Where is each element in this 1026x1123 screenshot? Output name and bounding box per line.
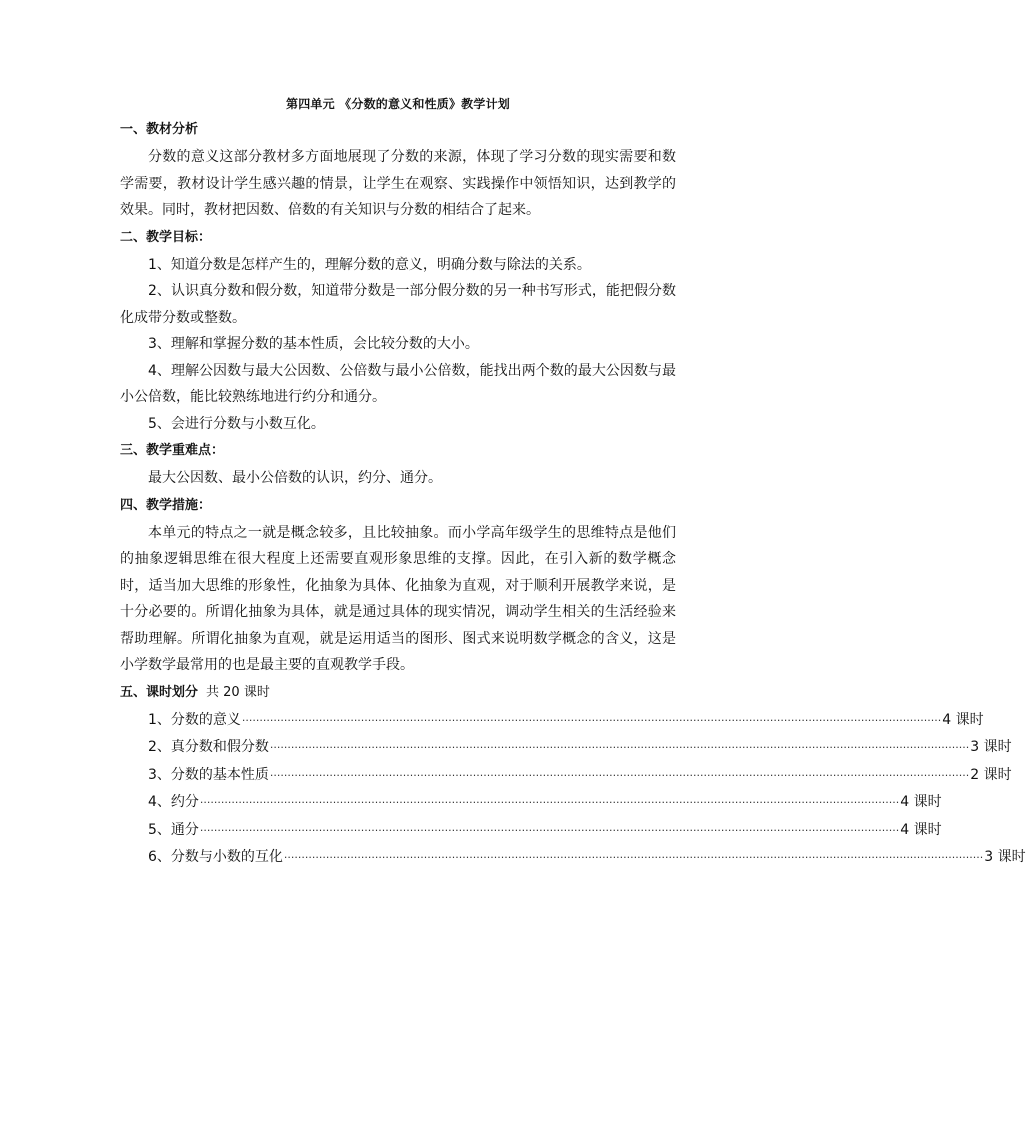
goal-item: 2、认识真分数和假分数，知道带分数是一部分假分数的另一种书写形式，能把假分数化成带分数或整数。 <box>120 283 676 326</box>
section-4-paragraph: 本单元的特点之一就是概念较多，且比较抽象。而小学高年级学生的思维特点是他们的抽象逻辑思维在很大程度上还需要直观形象思维的支撑。因此，在引入新的数学概念时，适当加大思维的形象性，化抽象为具体、化抽象为直观，对于顺利开展教学来说，是十分必要的。所谓化抽象为具体，就是通过具体的现实情况，调动学生相关的生活经验来帮助理解。所谓化抽象为直观，就是运用适当的图形、图式来说明数学概念的含义，这是小学数学最常用的也是最主要的直观教学手段。 <box>120 524 676 673</box>
schedule-list <box>120 707 1026 872</box>
total-hours: 共 20 课时 <box>206 684 270 700</box>
schedule-label: 2、真分数和假分数 <box>148 739 269 755</box>
schedule-row <box>120 734 1012 762</box>
document-title: 第四单元 《分数的意义和性质》教学计划 <box>286 97 510 111</box>
section-heading-4: 四、教学措施： <box>120 497 212 513</box>
leader-dots: ········································································································································································································ <box>241 713 942 727</box>
schedule-row <box>120 707 984 735</box>
schedule-row <box>120 789 942 817</box>
leader-dots: ········································································································································································································ <box>269 768 970 782</box>
schedule-label: 6、分数与小数的互化 <box>148 849 283 865</box>
schedule-label: 1、分数的意义 <box>148 711 241 728</box>
schedule-hours: 3 课时 <box>970 739 1012 755</box>
schedule-hours: 3 课时 <box>984 849 1026 865</box>
section-5-title: 五、课时划分 <box>120 684 199 700</box>
section-heading-3: 三、教学重难点： <box>120 443 225 458</box>
leader-dots: ········································································································································································································ <box>269 741 970 754</box>
schedule-label: 5、通分 <box>148 821 199 838</box>
section-1-paragraph: 分数的意义这部分教材多方面地展现了分数的来源，体现了学习分数的现实需要和数学需要，教材设计学生感兴趣的情景，让学生在观察、实践操作中领悟知识，达到教学的效果。同时，教材把因数、倍数的有关知识与分数的相结合了起来。 <box>120 149 676 218</box>
goal-item: 3、理解和掌握分数的基本性质，会比较分数的大小。 <box>148 336 479 352</box>
schedule-label: 3、分数的基本性质 <box>148 766 269 783</box>
leader-dots: ········································································································································································································ <box>199 823 900 837</box>
goal-item: 5、会进行分数与小数互化。 <box>148 415 325 432</box>
goal-item: 4、理解公因数与最大公因数、公倍数与最小公倍数，能找出两个数的最大公因数与最小公倍数，能比较熟练地进行约分和通分。 <box>120 362 676 405</box>
section-heading-5 <box>120 684 676 701</box>
schedule-hours: 4 课时 <box>942 711 984 728</box>
schedule-row <box>120 762 1012 790</box>
schedule-hours: 2 课时 <box>970 766 1012 783</box>
goal-item: 1、知道分数是怎样产生的，理解分数的意义，明确分数与除法的关系。 <box>148 256 591 273</box>
section-heading-2: 二、教学目标： <box>120 229 212 245</box>
schedule-row <box>120 844 1026 872</box>
schedule-hours: 4 课时 <box>900 821 942 838</box>
document-page <box>120 96 1026 872</box>
leader-dots: ········································································································································································································ <box>199 796 900 809</box>
schedule-label: 4、约分 <box>148 794 199 810</box>
schedule-hours: 4 课时 <box>900 794 942 810</box>
section-heading-1: 一、教材分析 <box>120 122 199 137</box>
section-3-paragraph: 最大公因数、最小公倍数的认识，约分、通分。 <box>148 470 442 486</box>
schedule-row <box>120 817 942 845</box>
leader-dots: ········································································································································································································ <box>283 851 984 864</box>
